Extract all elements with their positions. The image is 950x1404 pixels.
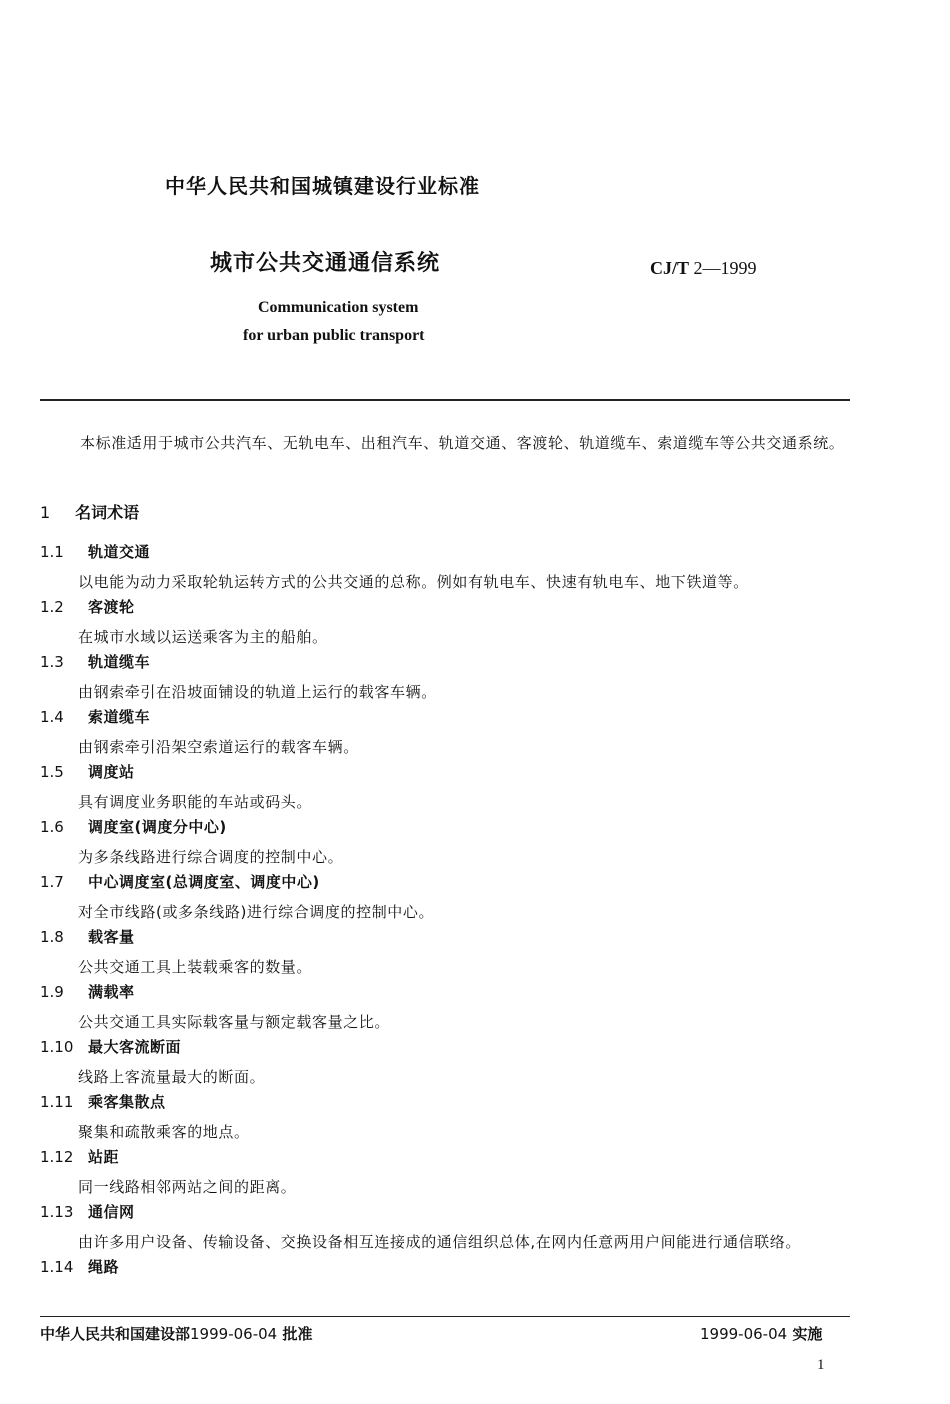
term-name: 索道缆车 [88, 708, 151, 726]
standard-code [650, 258, 757, 279]
term-entry [40, 815, 850, 870]
issue-info [40, 1323, 312, 1344]
term-number: 1.8 [40, 928, 64, 946]
term-entry [40, 980, 850, 1035]
effective-date: 1999-06-04 [700, 1325, 788, 1343]
term-number: 1.4 [40, 708, 64, 726]
term-heading [40, 650, 850, 674]
term-entry [40, 1255, 850, 1279]
term-entry [40, 1200, 850, 1255]
term-heading [40, 540, 850, 564]
issue-label: 批准 [282, 1325, 313, 1343]
industry-standard-heading: 中华人民共和国城镇建设行业标准 [165, 174, 480, 198]
effective-info [700, 1323, 822, 1344]
term-heading [40, 1035, 850, 1059]
term-heading [40, 595, 850, 619]
document-title-en-line1: Communication system [258, 299, 419, 316]
term-entry [40, 870, 850, 925]
term-number: 1.10 [40, 1038, 74, 1056]
term-definition: 以电能为动力采取轮轨运转方式的公共交通的总称。例如有轨电车、快速有轨电车、地下铁道等。 [78, 573, 749, 591]
term-entry [40, 760, 850, 815]
term-number: 1.2 [40, 598, 64, 616]
issue-date: 1999-06-04 [190, 1325, 278, 1343]
term-name: 满载率 [88, 983, 135, 1001]
term-entry [40, 540, 850, 595]
term-entry [40, 1090, 850, 1145]
term-definition: 同一线路相邻两站之间的距离。 [78, 1178, 297, 1196]
term-entry [40, 1145, 850, 1200]
document-title-en-line2: for urban public transport [243, 327, 425, 344]
term-number: 1.7 [40, 873, 64, 891]
term-number: 1.12 [40, 1148, 74, 1166]
term-definition: 对全市线路(或多条线路)进行综合调度的控制中心。 [78, 903, 435, 921]
section-title: 名词术语 [75, 503, 140, 522]
term-heading [40, 925, 850, 949]
term-heading [40, 1145, 850, 1169]
term-number: 1.6 [40, 818, 64, 836]
scope-paragraph: 本标准适用于城市公共汽车、无轨电车、出租汽车、轨道交通、客渡轮、轨道缆车、索道缆车等公共交通系统。 [80, 434, 845, 452]
section-number: 1 [40, 503, 51, 522]
standard-code-number: 2—1999 [693, 258, 757, 278]
page-number: 1 [817, 1357, 825, 1373]
term-name: 调度室(调度分中心) [88, 818, 227, 836]
term-heading [40, 870, 850, 894]
issuer: 中华人民共和国建设部 [40, 1325, 191, 1343]
term-number: 1.5 [40, 763, 64, 781]
term-number: 1.3 [40, 653, 64, 671]
term-name: 调度站 [88, 763, 135, 781]
term-definition: 线路上客流量最大的断面。 [78, 1068, 266, 1086]
term-heading [40, 1090, 850, 1114]
term-number: 1.13 [40, 1203, 74, 1221]
term-definition: 聚集和疏散乘客的地点。 [78, 1123, 250, 1141]
term-name: 乘客集散点 [88, 1093, 166, 1111]
term-definition: 由钢索牵引沿架空索道运行的载客车辆。 [78, 738, 359, 756]
term-heading [40, 1200, 850, 1224]
term-entry [40, 650, 850, 705]
term-heading [40, 760, 850, 784]
term-number: 1.1 [40, 543, 64, 561]
term-list [40, 540, 850, 1285]
term-name: 客渡轮 [88, 598, 135, 616]
document-title-zh: 城市公共交通通信系统 [210, 251, 441, 276]
term-definition: 具有调度业务职能的车站或码头。 [78, 793, 313, 811]
term-entry [40, 705, 850, 760]
term-name: 绳路 [88, 1258, 120, 1276]
term-number: 1.14 [40, 1258, 74, 1276]
term-number: 1.11 [40, 1093, 74, 1111]
term-heading [40, 1255, 850, 1279]
term-definition: 在城市水域以运送乘客为主的船舶。 [78, 628, 328, 646]
term-name: 载客量 [88, 928, 135, 946]
term-name: 通信网 [88, 1203, 135, 1221]
term-heading [40, 705, 850, 729]
term-heading [40, 815, 850, 839]
term-entry [40, 595, 850, 650]
term-name: 最大客流断面 [88, 1038, 182, 1056]
header-divider [40, 399, 850, 401]
term-definition: 由许多用户设备、传输设备、交换设备相互连接成的通信组织总体,在网内任意两用户间能进行通信联络。 [78, 1233, 801, 1251]
term-definition: 为多条线路进行综合调度的控制中心。 [78, 848, 344, 866]
effective-label: 实施 [792, 1325, 823, 1343]
term-definition: 公共交通工具上装载乘客的数量。 [78, 958, 313, 976]
term-heading [40, 980, 850, 1004]
term-name: 站距 [88, 1148, 120, 1166]
term-entry [40, 925, 850, 980]
section-heading [40, 500, 139, 523]
term-entry [40, 1035, 850, 1090]
standard-code-prefix: CJ/T [650, 258, 690, 278]
footer-divider [40, 1316, 850, 1317]
term-definition: 由钢索牵引在沿坡面铺设的轨道上运行的载客车辆。 [78, 683, 437, 701]
term-name: 轨道缆车 [88, 653, 151, 671]
term-name: 轨道交通 [88, 543, 151, 561]
term-definition: 公共交通工具实际载客量与额定载客量之比。 [78, 1013, 391, 1031]
term-name: 中心调度室(总调度室、调度中心) [88, 873, 320, 891]
term-number: 1.9 [40, 983, 64, 1001]
